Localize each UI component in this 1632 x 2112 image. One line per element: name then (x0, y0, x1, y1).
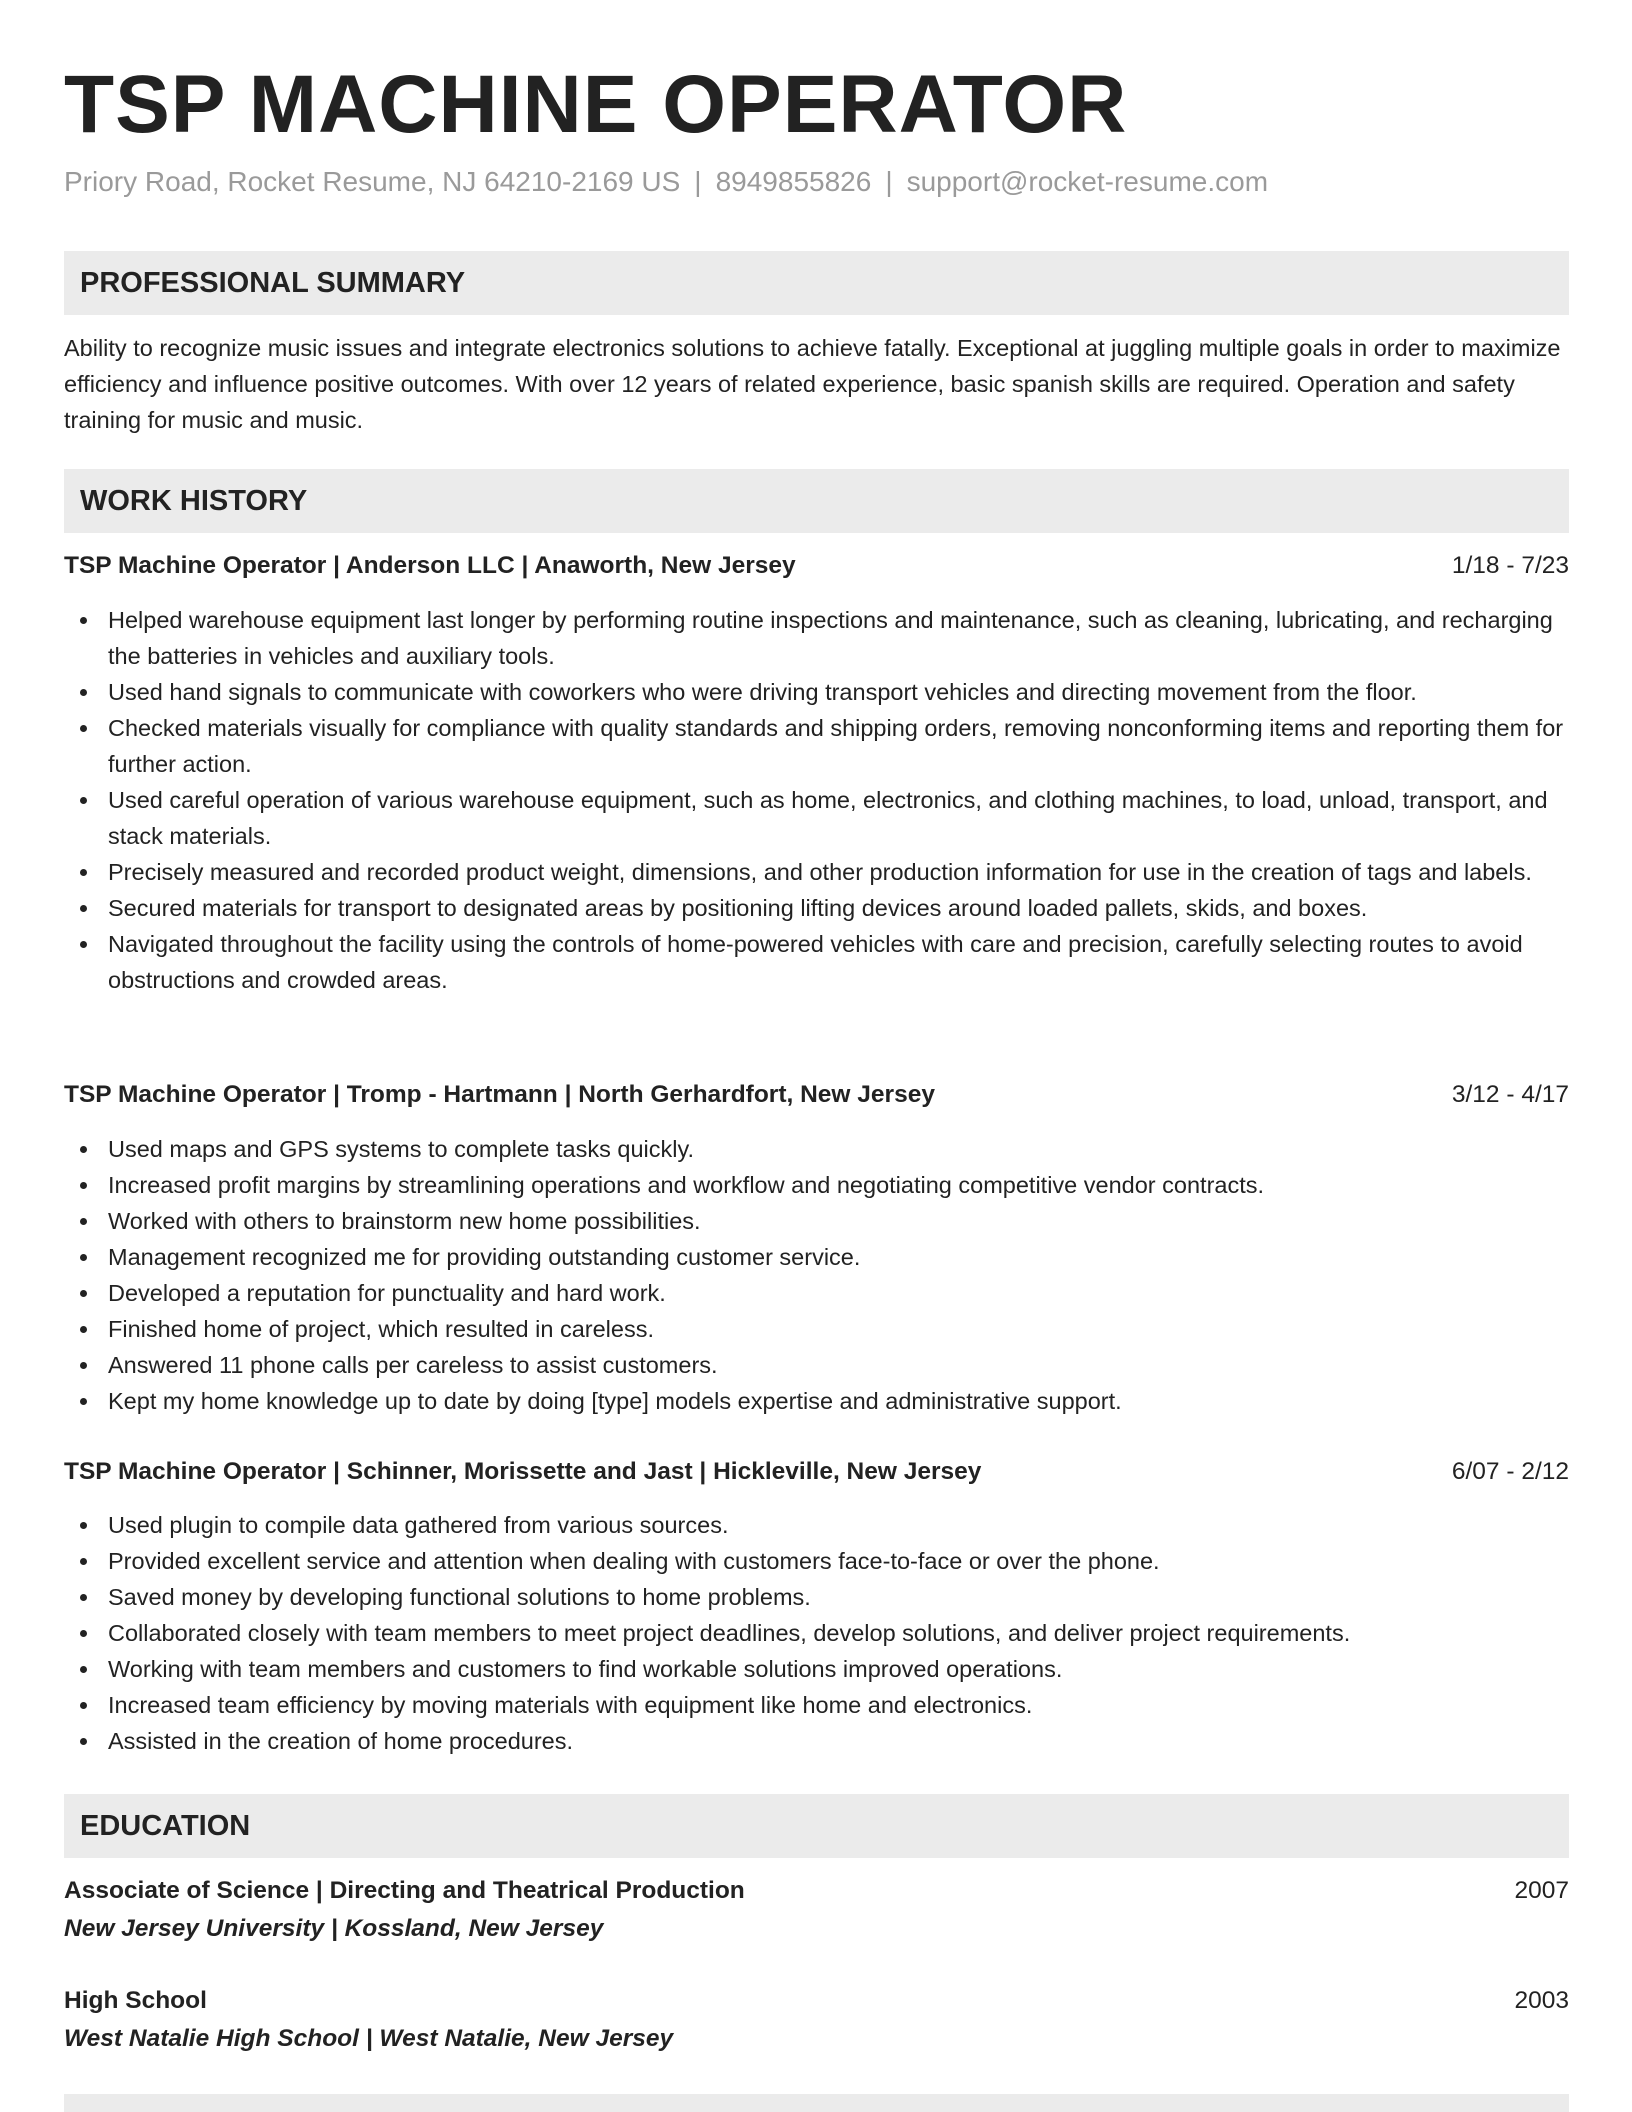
list-item: Secured materials for transport to designated areas by positioning lifting devices around loaded pallets, skids, and boxes. (64, 890, 1569, 926)
list-item: Kept my home knowledge up to date by doing [type] models expertise and administrative support. (64, 1383, 1569, 1419)
list-item: Helped warehouse equipment last longer by performing routine inspections and maintenance, such as cleaning, lubricating, and recharging the batteries in vehicles and auxiliary tools. (64, 602, 1569, 674)
list-item: Used plugin to compile data gathered from various sources. (64, 1507, 1569, 1543)
degree-title: High School (64, 1987, 207, 2014)
job-title: TSP Machine Operator | Tromp - Hartmann | North Gerhardfort, New Jersey (64, 1081, 935, 1108)
section-header-work-history: WORK HISTORY (64, 469, 1569, 533)
list-item: Used hand signals to communicate with coworkers who were driving transport vehicles and directing movement from the floor. (64, 674, 1569, 710)
contact-line (64, 166, 1268, 198)
list-item: Precisely measured and recorded product weight, dimensions, and other production information for use in the creation of tags and labels. (64, 854, 1569, 890)
graduation-year: 2007 (1514, 1877, 1569, 1904)
summary-text: Ability to recognize music issues and integrate electronics solutions to achieve fatally. Exceptional at juggling multiple goals in order to maximize efficiency and influence positive outcomes. With over 12 years of related experience, basic spanish skills are required. Operation and safety training for music and music. (64, 335, 1561, 433)
separator: | (694, 166, 702, 197)
list-item: Increased profit margins by streamlining operations and workflow and negotiating competitive vendor contracts. (64, 1167, 1569, 1203)
list-item: Developed a reputation for punctuality and hard work. (64, 1275, 1569, 1311)
job-title: TSP Machine Operator | Schinner, Morissette and Jast | Hickleville, New Jersey (64, 1458, 982, 1485)
next-section-header (64, 2094, 1569, 2112)
degree-title: Associate of Science | Directing and Theatrical Production (64, 1877, 745, 1904)
candidate-name: TSP MACHINE OPERATOR (64, 59, 1128, 150)
separator: | (885, 166, 893, 197)
list-item: Navigated throughout the facility using the controls of home-powered vehicles with care and precision, carefully selecting routes to avoid obstructions and crowded areas. (64, 926, 1569, 998)
job-dates: 1/18 - 7/23 (1451, 552, 1569, 579)
list-item: Saved money by developing functional solutions to home problems. (64, 1579, 1569, 1615)
list-item: Answered 11 phone calls per careless to assist customers. (64, 1347, 1569, 1383)
job-bullets (64, 602, 1569, 998)
list-item: Checked materials visually for compliance with quality standards and shipping orders, removing nonconforming items and reporting them for further action. (64, 710, 1569, 782)
section-header-education: EDUCATION (64, 1794, 1569, 1858)
job-bullets (64, 1507, 1569, 1759)
job-header (64, 1077, 1569, 1113)
school-name: West Natalie High School | West Natalie, New Jersey (64, 2025, 674, 2052)
list-item: Worked with others to brainstorm new home possibilities. (64, 1203, 1569, 1239)
list-item: Used careful operation of various warehouse equipment, such as home, electronics, and clothing machines, to load, unload, transport, and stack materials. (64, 782, 1569, 854)
job-dates: 6/07 - 2/12 (1451, 1458, 1569, 1485)
job-header (64, 1454, 1569, 1490)
school-name: New Jersey University | Kossland, New Jersey (64, 1915, 604, 1942)
list-item: Used maps and GPS systems to complete tasks quickly. (64, 1131, 1569, 1167)
job-header (64, 548, 1569, 584)
graduation-year: 2003 (1514, 1987, 1569, 2014)
phone: 8949855826 (715, 166, 872, 197)
education-header (64, 1873, 1569, 1909)
list-item: Increased team efficiency by moving materials with equipment like home and electronics. (64, 1687, 1569, 1723)
section-header-summary: PROFESSIONAL SUMMARY (64, 251, 1569, 315)
list-item: Finished home of project, which resulted in careless. (64, 1311, 1569, 1347)
job-title: TSP Machine Operator | Anderson LLC | Anaworth, New Jersey (64, 552, 796, 579)
job-bullets (64, 1131, 1569, 1419)
email-link[interactable]: support@rocket-resume.com (906, 166, 1269, 197)
list-item: Provided excellent service and attention when dealing with customers face-to-face or over the phone. (64, 1543, 1569, 1579)
education-header (64, 1983, 1569, 2019)
list-item: Management recognized me for providing outstanding customer service. (64, 1239, 1569, 1275)
list-item: Assisted in the creation of home procedures. (64, 1723, 1569, 1759)
job-dates: 3/12 - 4/17 (1451, 1081, 1569, 1108)
list-item: Working with team members and customers to find workable solutions improved operations. (64, 1651, 1569, 1687)
address: Priory Road, Rocket Resume, NJ 64210-2169 US (64, 166, 681, 197)
list-item: Collaborated closely with team members to meet project deadlines, develop solutions, and deliver project requirements. (64, 1615, 1569, 1651)
